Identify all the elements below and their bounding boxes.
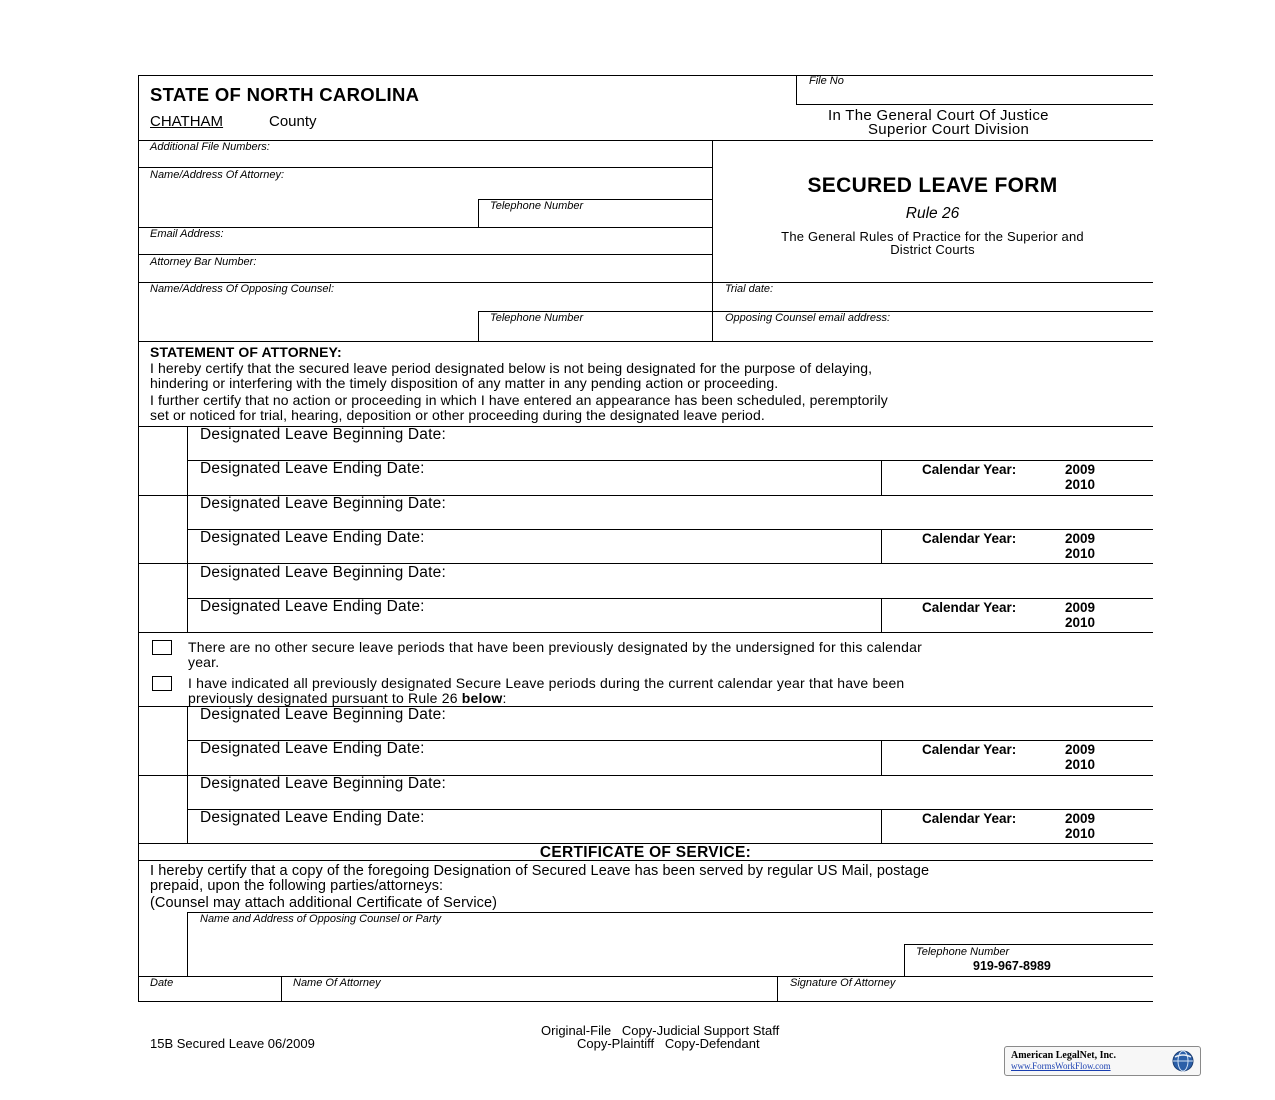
statement-heading: STATEMENT OF ATTORNEY:	[150, 344, 342, 360]
trial-date-field[interactable]: Trial date:	[725, 283, 774, 295]
logo-url[interactable]: www.FormsWorkFlow.com	[1011, 1061, 1111, 1071]
calendar-year-label: Calendar Year:	[922, 600, 1017, 615]
statement-line: I further certify that no action or proceeding in which I have entered an appearance has been scheduled, peremptorily	[150, 392, 888, 408]
calendar-year-option[interactable]: 2009	[1065, 600, 1096, 615]
leave-end-date-field[interactable]: Designated Leave Ending Date:	[200, 740, 425, 757]
copies-line1: Original-File Copy-Judicial Support Staff	[541, 1023, 780, 1038]
certificate-line: prepaid, upon the following parties/attorneys:	[150, 878, 444, 894]
rule-label: Rule 26	[905, 205, 960, 222]
calendar-year-option[interactable]: 2009	[1065, 531, 1096, 546]
calendar-year-option[interactable]: 2009	[1065, 811, 1096, 826]
form-id: 15B Secured Leave 06/2009	[150, 1036, 315, 1051]
certificate-line: I hereby certify that a copy of the foregoing Designation of Secured Leave has been served by regular US Mail, postage	[150, 863, 930, 879]
rules-description-line2: District Courts	[890, 242, 975, 257]
calendar-year-option[interactable]: 2009	[1065, 462, 1096, 477]
globe-icon	[1171, 1049, 1195, 1073]
attorney-name-field[interactable]: Name Of Attorney	[293, 977, 381, 989]
calendar-year-label: Calendar Year:	[922, 531, 1017, 546]
indicated-text-part: previously designated pursuant to Rule 26	[188, 690, 462, 706]
form-title: SECURED LEAVE FORM	[807, 174, 1058, 197]
leave-begin-date-field[interactable]: Designated Leave Beginning Date:	[200, 564, 446, 581]
calendar-year-label: Calendar Year:	[922, 811, 1017, 826]
statement-line: hindering or interfering with the timely disposition of any matter in any pending action or proceeding.	[150, 375, 779, 391]
attorney-name-address-field[interactable]: Name/Address Of Attorney:	[150, 169, 285, 181]
calendar-year-option[interactable]: 2010	[1065, 477, 1096, 492]
calendar-year-label: Calendar Year:	[922, 742, 1017, 757]
service-telephone-value[interactable]: 919-967-8989	[973, 959, 1051, 973]
leave-begin-date-field[interactable]: Designated Leave Beginning Date:	[200, 495, 446, 512]
email-address-field[interactable]: Email Address:	[150, 228, 224, 240]
rules-description-line1: The General Rules of Practice for the Superior and	[781, 229, 1084, 244]
county-label: County	[269, 113, 317, 130]
no-other-periods-text: There are no other secure leave periods that have been previously designated by the undersigned for this calendar	[188, 639, 922, 655]
leave-end-date-field[interactable]: Designated Leave Ending Date:	[200, 809, 425, 826]
indicated-periods-text: I have indicated all previously designated Secure Leave periods during the current calendar year that have been	[188, 675, 905, 691]
bar-number-field[interactable]: Attorney Bar Number:	[150, 256, 257, 268]
legalnet-logo[interactable]	[1004, 1046, 1201, 1076]
indicated-periods-checkbox[interactable]	[152, 676, 172, 691]
calendar-year-option[interactable]: 2010	[1065, 826, 1096, 841]
additional-file-numbers-field[interactable]: Additional File Numbers:	[150, 141, 270, 153]
opposing-party-field[interactable]: Name and Address of Opposing Counsel or Party	[200, 913, 442, 925]
opposing-counsel-field[interactable]: Name/Address Of Opposing Counsel:	[150, 283, 335, 295]
copies-line2: Copy-Plaintiff Copy-Defendant	[577, 1036, 760, 1051]
opposing-email-field[interactable]: Opposing Counsel email address:	[725, 312, 891, 324]
date-field[interactable]: Date	[150, 977, 174, 989]
calendar-year-option[interactable]: 2010	[1065, 757, 1096, 772]
file-no-field[interactable]: File No	[809, 75, 844, 87]
opposing-telephone-field[interactable]: Telephone Number	[490, 312, 584, 324]
no-other-periods-text: year.	[188, 654, 220, 670]
service-telephone-label: Telephone Number	[916, 946, 1010, 958]
leave-begin-date-field[interactable]: Designated Leave Beginning Date:	[200, 706, 446, 723]
logo-company-name: American LegalNet, Inc.	[1011, 1050, 1116, 1061]
leave-end-date-field[interactable]: Designated Leave Ending Date:	[200, 529, 425, 546]
indicated-text-bold: below	[461, 690, 503, 706]
leave-begin-date-field[interactable]: Designated Leave Beginning Date:	[200, 426, 446, 443]
no-other-periods-checkbox[interactable]	[152, 640, 172, 655]
calendar-year-option[interactable]: 2010	[1065, 546, 1096, 561]
court-line-2: Superior Court Division	[868, 121, 1030, 138]
signature-field[interactable]: Signature Of Attorney	[790, 977, 896, 989]
statement-line: set or noticed for trial, hearing, deposition or other proceeding during the designated leave period.	[150, 407, 765, 423]
state-heading: STATE OF NORTH CAROLINA	[150, 84, 420, 105]
calendar-year-label: Calendar Year:	[922, 462, 1017, 477]
leave-end-date-field[interactable]: Designated Leave Ending Date:	[200, 460, 425, 477]
leave-begin-date-field[interactable]: Designated Leave Beginning Date:	[200, 775, 446, 792]
calendar-year-option[interactable]: 2009	[1065, 742, 1096, 757]
certificate-heading: CERTIFICATE OF SERVICE:	[539, 844, 752, 861]
statement-line: I hereby certify that the secured leave period designated below is not being designated for the purpose of delaying,	[150, 360, 873, 376]
calendar-year-option[interactable]: 2010	[1065, 615, 1096, 630]
county-name[interactable]: CHATHAM	[150, 113, 224, 130]
court-line-1: In The General Court Of Justice	[828, 107, 1049, 124]
attorney-telephone-field[interactable]: Telephone Number	[490, 200, 584, 212]
certificate-line: (Counsel may attach additional Certificate of Service)	[150, 895, 498, 911]
leave-end-date-field[interactable]: Designated Leave Ending Date:	[200, 598, 425, 615]
indicated-periods-text	[188, 690, 507, 706]
indicated-text-part: :	[502, 690, 507, 706]
